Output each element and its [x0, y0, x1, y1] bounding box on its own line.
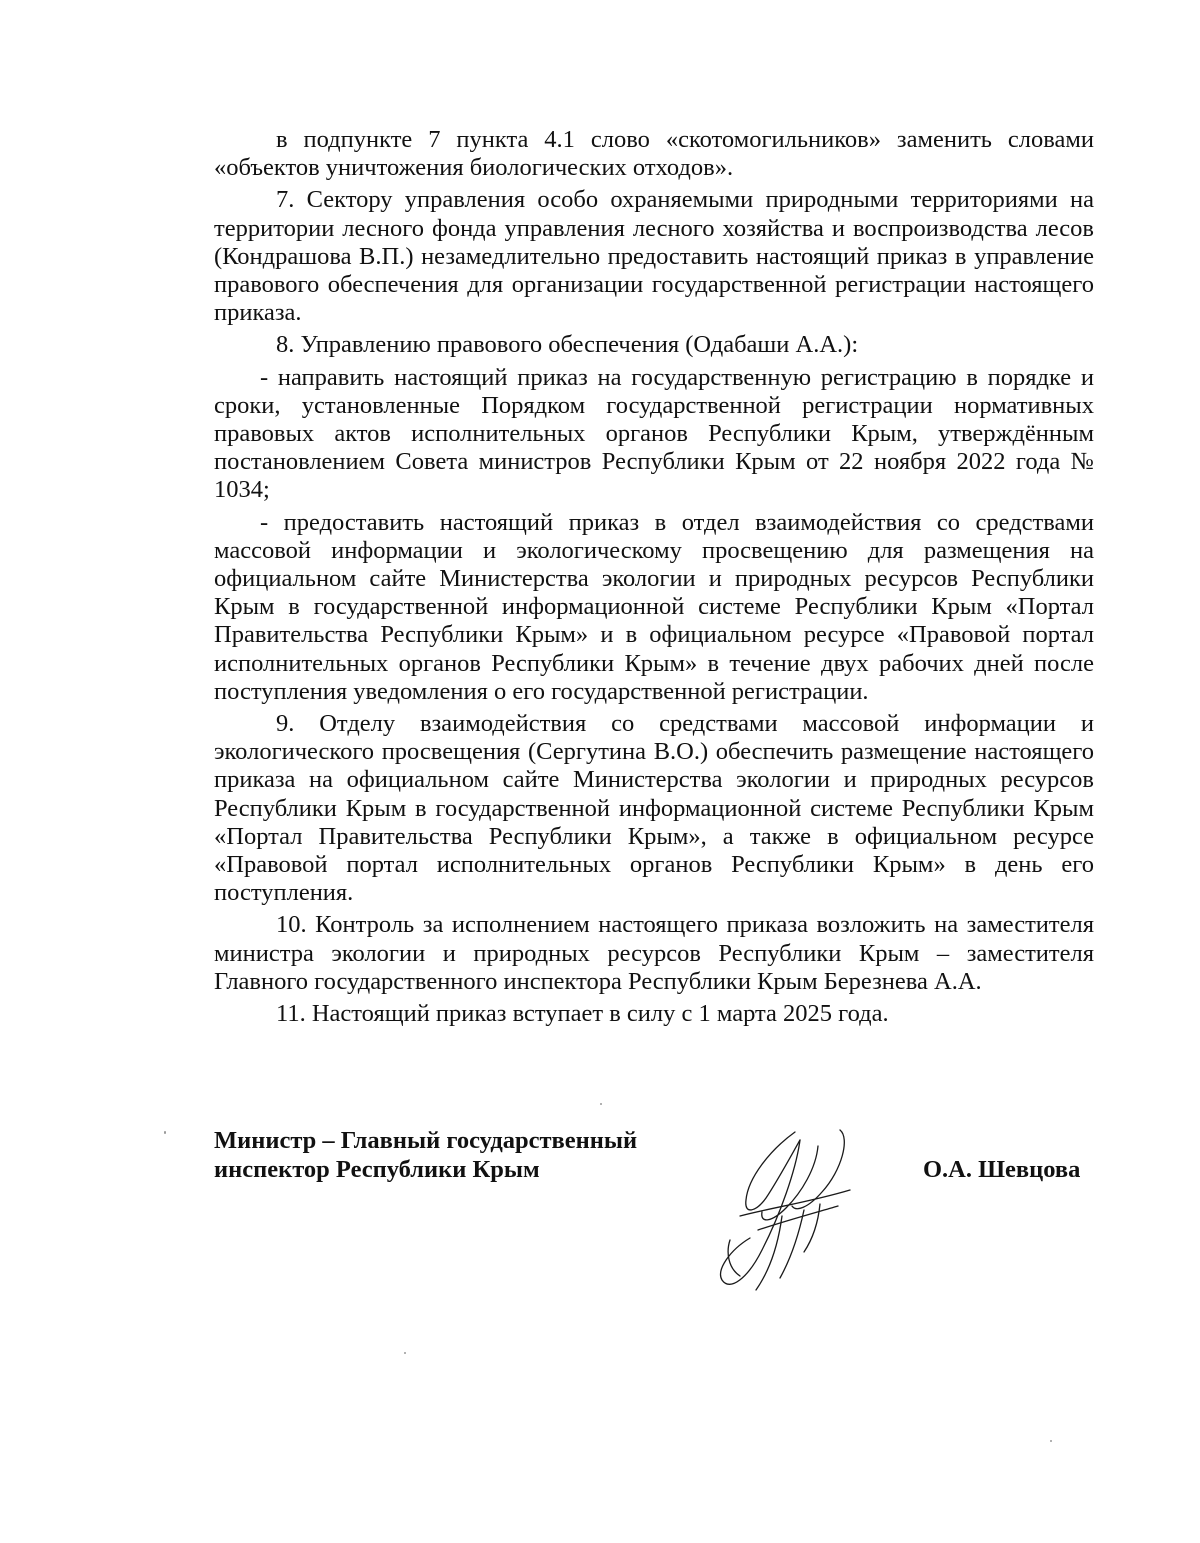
paragraph-item-11: 11. Настоящий приказ вступает в силу с 1 марта 2025 года.	[276, 1000, 889, 1028]
scan-speck	[404, 1352, 406, 1354]
document-body	[214, 126, 1094, 1032]
signer-name: О.А. Шевцова	[923, 1156, 1081, 1183]
paragraph-item-9: 9. Отделу взаимодействия со средствами массовой информации и экологического просвещения (Сергутина В.О.) обеспечить размещение настоящего приказа на официальном сайте Министерства экологии и природных ресурсов Республики Крым в государственной информационной системе Республики Крым «Портал Правительства Республики Крым», а также в официальном ресурсе «Правовой портал исполнительных органов Республики Крым» в день его поступления.	[214, 710, 1094, 907]
paragraph-item-7: 7. Сектору управления особо охраняемыми природными территориями на территории лесного фонда управления лесного хозяйства и воспроизводства лесов (Кондрашова В.П.) незамедлительно предоставить настоящий приказ в управление правового обеспечения для организации государственной регистрации настоящего приказа.	[214, 186, 1094, 327]
handwritten-signature	[700, 1120, 870, 1300]
signer-position	[214, 1127, 637, 1184]
paragraph-item-8-dash-1: - направить настоящий приказ на государственную регистрацию в порядке и сроки, установленные Порядком государственной регистрации нормативных правовых актов исполнительных органов Республики Крым, утверждённым постановлением Совета министров Республики Крым от 22 ноября 2022 года № 1034;	[214, 363, 1094, 504]
paragraph-subpoint-7: в подпункте 7 пункта 4.1 слово «скотомогильников» заменить словами «объектов уничтожения биологических отходов».	[214, 126, 1094, 182]
paragraph-item-8: 8. Управлению правового обеспечения (Одабаши А.А.):	[276, 331, 859, 359]
paragraph-item-10: 10. Контроль за исполнением настоящего приказа возложить на заместителя министра экологии и природных ресурсов Республики Крым – заместителя Главного государственного инспектора Республики Крым Березнева А.А.	[214, 911, 1094, 995]
signer-position-line-2: инспектор Республики Крым	[214, 1155, 540, 1183]
scan-speck	[164, 1131, 166, 1134]
paragraph-item-8-dash-2: - предоставить настоящий приказ в отдел взаимодействия со средствами массовой информации и экологическому просвещению для размещения на официальном сайте Министерства экологии и природных ресурсов Республики Крым в государственной информационной системе Республики Крым «Портал Правительства Республики Крым» и в официальном ресурсе «Правовой портал исполнительных органов Республики Крым» в течение двух рабочих дней после поступления уведомления о его государственной регистрации.	[214, 508, 1094, 705]
scan-speck	[600, 1103, 602, 1105]
signer-position-line-1: Министр – Главный государственный	[214, 1127, 638, 1154]
scan-speck	[1050, 1440, 1052, 1442]
